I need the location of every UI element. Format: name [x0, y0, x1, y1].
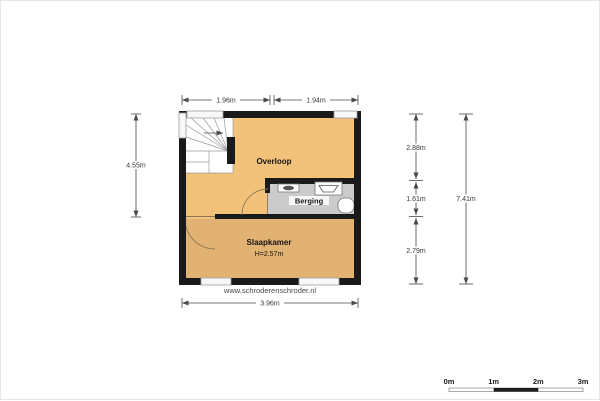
berging-label: Berging	[294, 196, 324, 206]
berging-left-wall	[265, 178, 270, 193]
window-bottom-right	[299, 278, 339, 285]
outer-wall-right	[354, 111, 361, 285]
washbasin-icon	[315, 182, 342, 195]
dim-label-right-2: 1.61m	[406, 196, 426, 203]
scale-label-3m: 3m	[577, 377, 589, 386]
dim-label-top-right: 1.94m	[306, 97, 326, 105]
window-top-left	[187, 111, 223, 118]
scale-bar	[444, 377, 589, 392]
berging-top-wall	[265, 178, 361, 184]
stairs-icon	[186, 118, 235, 173]
slaapkamer-label: Slaapkamer	[246, 238, 292, 247]
scale-label-2m: 2m	[532, 377, 544, 386]
dim-label-top-left: 1.96m	[216, 97, 236, 105]
overloop-label: Overloop	[256, 157, 292, 166]
window-left	[179, 113, 186, 138]
window-top-right	[334, 111, 357, 118]
scale-bar-filled-segment	[494, 388, 539, 392]
stair-newel	[227, 137, 235, 164]
floor-plan	[179, 111, 361, 285]
window-bottom-left	[201, 278, 231, 285]
ventilation-unit-icon	[278, 184, 299, 192]
dim-label-right-total: 7.41m	[456, 196, 476, 203]
slaapkamer-height-label: H=2.57m	[254, 251, 284, 258]
dim-label-left: 4.55m	[126, 162, 146, 170]
scale-label-0m: 0m	[443, 377, 455, 386]
dim-label-right-1: 2.88m	[406, 145, 426, 152]
scale-label-1m: 1m	[488, 377, 500, 386]
dim-label-bottom: 3.96m	[260, 300, 280, 308]
dim-label-right-3: 2.79m	[406, 248, 426, 255]
boiler-icon	[338, 198, 354, 213]
divider-wall	[215, 214, 361, 219]
watermark-url: www.schroderenschroder.nl	[223, 286, 317, 295]
floorplan-canvas	[1, 1, 600, 401]
